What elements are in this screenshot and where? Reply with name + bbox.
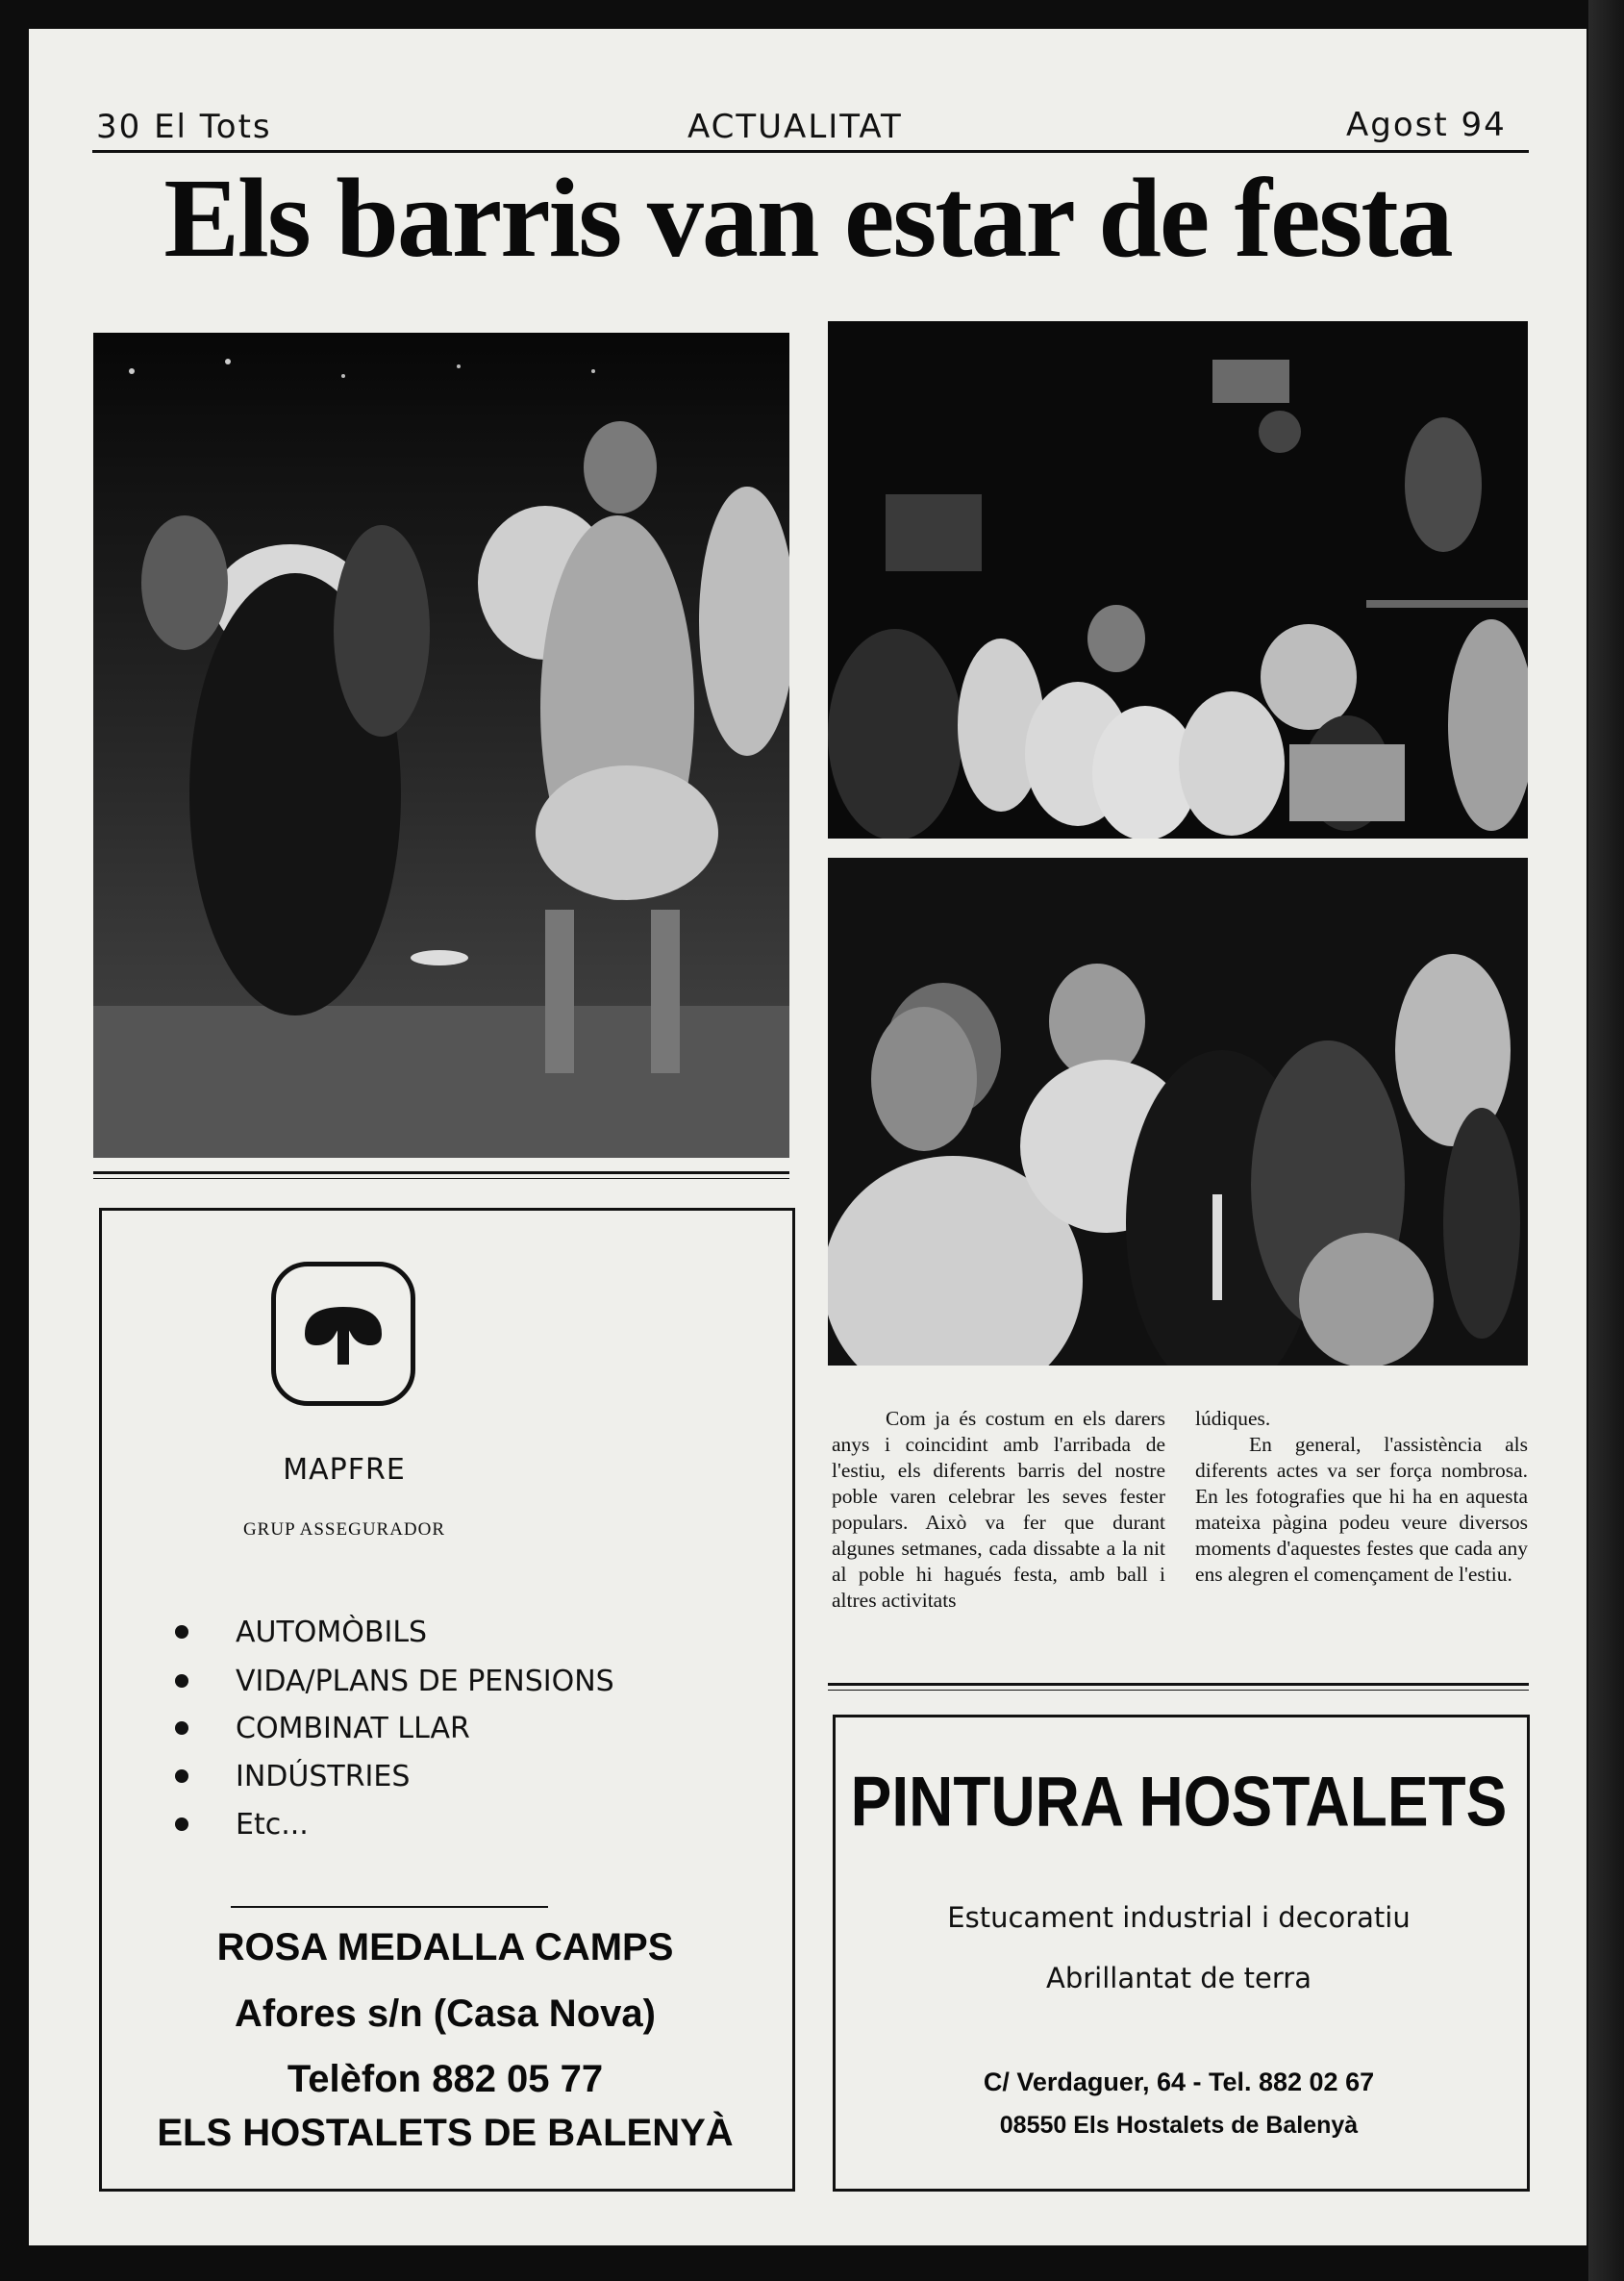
mapfre-logo-icon [271, 1262, 415, 1406]
mapfre-brand: MAPFRE [283, 1453, 406, 1487]
pintura-line-2: Abrillantat de terra [1045, 1962, 1312, 1994]
ad-mapfre [99, 1208, 795, 2192]
article-column-1 [832, 1406, 1165, 1614]
headline: Els barris van estar de festa [163, 155, 1452, 281]
service-item: COMBINAT LLAR [236, 1712, 470, 1745]
article-column-2 [1195, 1406, 1528, 1588]
section-rule-right [828, 1683, 1529, 1686]
bullet-dot [175, 1625, 188, 1639]
bullet-dot [175, 1769, 188, 1783]
pintura-line-1: Estucament industrial i decoratiu [947, 1901, 1411, 1934]
bullet-dot [175, 1674, 188, 1688]
section-rule-right-thin [828, 1690, 1529, 1691]
section-title: ACTUALITAT [687, 108, 903, 146]
mapfre-tagline: GRUP ASSEGURADOR [242, 1519, 446, 1540]
bullet-dot [175, 1817, 188, 1831]
issue-date: Agost 94 [1346, 106, 1507, 144]
service-item: Etc... [236, 1808, 309, 1842]
service-item: INDÚSTRIES [236, 1760, 411, 1793]
pintura-name: PINTURA HOSTALETS [850, 1761, 1508, 1842]
service-item: VIDA/PLANS DE PENSIONS [236, 1665, 614, 1698]
pintura-town: 08550 Els Hostalets de Balenyà [999, 2112, 1359, 2139]
header-rule [92, 150, 1529, 153]
agent-name: ROSA MEDALLA CAMPS [216, 1926, 674, 1968]
agent-phone: Telèfon 882 05 77 [287, 2058, 604, 2100]
section-rule-left [93, 1171, 789, 1174]
page-edge [1588, 0, 1624, 2281]
photo-couples-dancing [828, 858, 1528, 1366]
article-continuation: lúdiques. [1195, 1407, 1271, 1430]
page-label: 30 El Tots [96, 108, 272, 146]
bullet-dot [175, 1721, 188, 1735]
agent-address: Afores s/n (Casa Nova) [235, 1993, 656, 2035]
article-paragraph-2: En general, l'assistència als diferents actes va ser força nombrosa. En les fotografies que hi ha en aquesta mateixa pàgina podeu veure diversos moments d'aquestes festes que cada any ens alegren el començament de l'estiu. [1195, 1433, 1528, 1586]
agent-town: ELS HOSTALETS DE BALENYÀ [157, 2112, 734, 2154]
article-paragraph-1: Com ja és costum en els darers anys i coincidint amb l'arribada de l'estiu, els diferents barris del nostre poble varen celebrar les seves fester populars. Això va fer que durant algunes setmanes, cada dissabte a la nit al poble hi hagués festa, amb ball i altres activitats [832, 1407, 1165, 1612]
pintura-address: C/ Verdaguer, 64 - Tel. 882 02 67 [983, 2068, 1375, 2096]
service-item: AUTOMÒBILS [236, 1616, 428, 1649]
photo-band-stage [828, 321, 1528, 839]
photo-dancers [93, 333, 789, 1158]
section-rule-left-thin [93, 1178, 789, 1179]
ad-mapfre-divider [231, 1906, 548, 1908]
